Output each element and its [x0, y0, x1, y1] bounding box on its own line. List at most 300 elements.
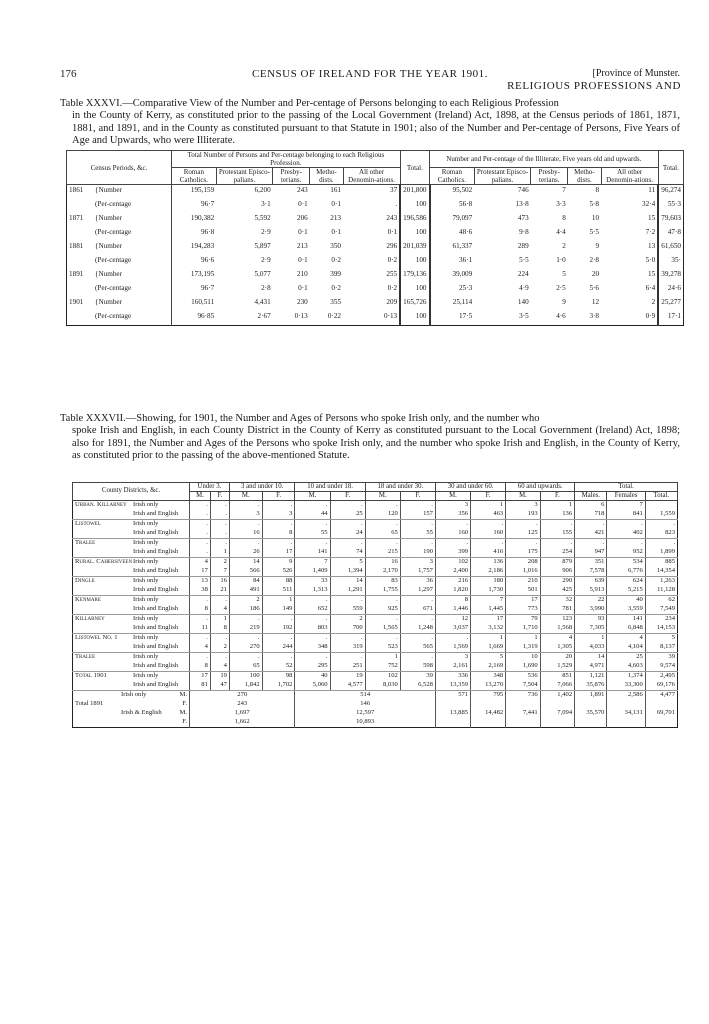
table37-cell: 491 [229, 586, 262, 596]
table37-cell: 1,016 [506, 567, 540, 577]
total1891-label [73, 709, 190, 718]
census-year: 1891 [69, 270, 84, 279]
table37-cell: . [471, 538, 506, 548]
total1891-row [73, 718, 678, 728]
total1891-label [73, 718, 190, 728]
row-label [67, 269, 172, 279]
table36-cell: 173,195 [172, 269, 217, 279]
number-label: Number [98, 186, 123, 195]
table37-cell: . [365, 595, 400, 605]
table37-cell: . [295, 595, 330, 605]
number-label: Number [98, 242, 123, 251]
table37-cell: 624 [607, 576, 645, 586]
table37-cell: 13,359 [435, 681, 470, 691]
table36-cell: 95,502 [430, 185, 475, 196]
table37-row [73, 548, 678, 558]
table37-cell: 7 [295, 557, 330, 567]
table37-cell: 523 [365, 643, 400, 653]
table37-cell: 7,549 [645, 605, 677, 615]
table37-cell: 652 [295, 605, 330, 615]
col-age-0: Under 3. [190, 483, 230, 492]
table37-cell: 14,153 [645, 624, 677, 634]
table37-cell: 55 [400, 529, 435, 539]
table36-cell: 3·5 [519, 311, 529, 320]
table37-cell: . [365, 633, 400, 643]
table36-cell: 0·13 [294, 311, 308, 320]
total1891-cell [540, 700, 574, 709]
table36-cell: 0·2 [331, 284, 342, 293]
table37-cell: 3 [506, 500, 540, 510]
table37-row [73, 624, 678, 634]
table36-cell: 3·1 [261, 200, 271, 209]
table36-cell: 4·4 [556, 228, 566, 237]
irish-english-label: Irish and English [133, 643, 179, 651]
table37-cell: 47 [210, 681, 229, 691]
table37-cell: 32 [540, 595, 574, 605]
table36-row [67, 279, 684, 297]
brace-mark: ( [95, 200, 98, 209]
table37-cell: 11,128 [645, 586, 677, 596]
table36-cell: 5 [562, 270, 566, 279]
subheader-m: M. [506, 491, 540, 500]
table37-cell: 157 [400, 510, 435, 520]
table37-cell: . [262, 652, 295, 662]
table37-cell: . [506, 538, 540, 548]
table37-cell: 1,568 [540, 624, 574, 634]
table36-cell: 201,039 [400, 241, 429, 251]
table36-cell: 25,114 [430, 297, 475, 307]
table37-cell: 4,104 [607, 643, 645, 653]
table36-row [67, 307, 684, 325]
table37-cell: 123 [540, 614, 574, 624]
table37-cell: 8,030 [365, 681, 400, 691]
table37-cell: 803 [295, 624, 330, 634]
table37-cell: . [330, 652, 365, 662]
irish-english-1891: Irish & English [121, 709, 162, 717]
total1891-cell [645, 700, 677, 709]
table37-cell: 1,291 [330, 586, 365, 596]
total1891-cell [506, 700, 540, 709]
table37-cell: 773 [506, 605, 540, 615]
total1891-cell: 13,885 [435, 709, 470, 718]
table37-row [73, 557, 678, 567]
table37-cell: 136 [471, 557, 506, 567]
row-label [67, 213, 172, 223]
table37-cell: 3 [229, 510, 262, 520]
table36-cell: 9 [595, 242, 600, 251]
table37-cell: 3 [435, 500, 470, 510]
col-age-1: 3 and under 10. [229, 483, 295, 492]
percentage-label: Per-centage [97, 228, 132, 237]
subheader-f: F. [210, 491, 229, 500]
table37-cell: 100 [229, 671, 262, 681]
irish-english-label: Irish and English [133, 567, 179, 575]
col-county-districts: County Districts, &c. [73, 483, 190, 501]
total1891-18to30: 10,893 [295, 718, 436, 728]
table37-cell: 74 [330, 548, 365, 558]
district-label [73, 605, 190, 615]
table37-cell: 2 [210, 643, 229, 653]
table36-cell: 24·6 [658, 279, 683, 297]
table37-cell: 718 [575, 510, 607, 520]
table36-cell: 746 [517, 186, 529, 195]
table37-cell: 55 [295, 529, 330, 539]
table37-row [73, 643, 678, 653]
table36-row [67, 251, 684, 269]
table37-cell: 6,776 [607, 567, 645, 577]
table37-row [73, 671, 678, 681]
total1891-cell [575, 718, 607, 728]
table37-cell: . [190, 519, 211, 529]
irish-only-label: Irish only [133, 539, 159, 547]
percentage-label: Per-centage [97, 284, 132, 293]
table37-cell: 102 [365, 671, 400, 681]
table37-cell: 526 [262, 567, 295, 577]
table36-cell: 5,077 [254, 270, 271, 279]
table36-cell: 0·2 [387, 284, 398, 293]
table37-cell: . [330, 500, 365, 510]
irish-only-label: Irish only [133, 615, 159, 623]
table37-cell: . [645, 519, 677, 529]
table37-cell: 33,300 [607, 681, 645, 691]
district-name: Tralee [75, 653, 96, 661]
table36-cell: 96·6 [172, 251, 217, 269]
table37-cell: 6,528 [400, 681, 435, 691]
table37-cell: 463 [471, 510, 506, 520]
col-ao-2: All other Denomin-ations. [601, 168, 658, 185]
table37-cell: 1,313 [295, 586, 330, 596]
table37-cell: 5 [645, 633, 677, 643]
table36-cell: 96,274 [658, 185, 683, 196]
table37-cell: . [365, 538, 400, 548]
brace-mark: { [95, 298, 99, 307]
district-label [73, 510, 190, 520]
table37-cell: 193 [506, 510, 540, 520]
table37-cell: 559 [330, 605, 365, 615]
number-label: Number [98, 298, 123, 307]
table37-cell: . [210, 510, 229, 520]
table37-cell: 25 [607, 652, 645, 662]
table37-cell: . [400, 595, 435, 605]
table37-cell: 2 [210, 557, 229, 567]
total1891-cell [575, 700, 607, 709]
table36-cell: 56·8 [430, 195, 475, 213]
census-year: 1871 [69, 214, 84, 223]
total1891-cell [435, 718, 470, 728]
irish-english-label: Irish and English [133, 624, 179, 632]
table37-cell: 781 [540, 605, 574, 615]
table37-cell: . [262, 538, 295, 548]
table36-cell: 13·8 [515, 200, 529, 209]
table37-row [73, 538, 678, 548]
table37-cell: 98 [262, 671, 295, 681]
table37-cell: 351 [575, 557, 607, 567]
table37-cell: 752 [365, 662, 400, 672]
table37-cell: 6,848 [607, 624, 645, 634]
table36-cell: 209 [386, 298, 398, 307]
table36-cell: 7 [562, 186, 566, 195]
table36-cell: 96·7 [172, 195, 217, 213]
table37-cell: 12 [435, 614, 470, 624]
mf-label: M. [179, 691, 187, 699]
table37-cell: 5,215 [607, 586, 645, 596]
table37-cell: 175 [506, 548, 540, 558]
table37-row [73, 500, 678, 510]
table37-cell: 566 [229, 567, 262, 577]
table37-cell: . [229, 614, 262, 624]
total1891-18to30: 146 [295, 700, 436, 709]
col-age-3: 18 and under 30. [365, 483, 435, 492]
table37-cell: 79 [506, 614, 540, 624]
total1891-label [73, 700, 190, 709]
col-ao: All other Denomin-ations. [343, 168, 400, 185]
table37-cell: 1,394 [330, 567, 365, 577]
total1891-row [73, 700, 678, 709]
district-name: Tralee [75, 539, 96, 547]
total1891-cell [471, 718, 506, 728]
table37-cell: . [229, 519, 262, 529]
table36-cell: 15 [647, 214, 656, 223]
total1891-18to30: 514 [295, 690, 436, 700]
table37-cell: 125 [506, 529, 540, 539]
col-pe-2: Protestant Episco-palians. [474, 168, 530, 185]
table37-cell: 4 [190, 643, 211, 653]
group-total-header: Total Number of Persons and Per-centage belonging to each Religious Profession. [172, 151, 401, 168]
table37-cell: . [540, 538, 574, 548]
irish-english-label: Irish and English [133, 605, 179, 613]
table36-cell: 47·8 [658, 223, 683, 241]
table36-cell: 0·1 [331, 200, 342, 209]
table36-cell: 255 [386, 270, 398, 279]
table37-cell: . [229, 500, 262, 510]
total1891-cell: 736 [506, 690, 540, 700]
table36-cell: 12 [591, 298, 600, 307]
table36-cell: 190,382 [172, 213, 217, 223]
subheader-m: M. [229, 491, 262, 500]
table37-cell: . [190, 652, 211, 662]
page-number: 176 [60, 68, 77, 80]
table37-cell: . [330, 538, 365, 548]
table37-cell: . [400, 652, 435, 662]
total1891-cell: 571 [435, 690, 470, 700]
table37-cell: 102 [435, 557, 470, 567]
table37-cell: . [330, 633, 365, 643]
total1891-cell: 35,570 [575, 709, 607, 718]
total1891-cell [471, 700, 506, 709]
irish-only-label: Irish only [133, 672, 159, 680]
district-label [73, 548, 190, 558]
table36-row [67, 213, 684, 223]
table37-cell: 10 [506, 652, 540, 662]
table37-cell: 1,669 [471, 643, 506, 653]
table37-cell: 402 [607, 529, 645, 539]
table37-cell: . [506, 519, 540, 529]
table36-cell: 4·9 [519, 284, 529, 293]
brace-mark: ( [95, 284, 98, 293]
table37-cell: 186 [229, 605, 262, 615]
total1891-cell: 4,477 [645, 690, 677, 700]
table37-cell: 906 [540, 567, 574, 577]
table37-cell: . [210, 538, 229, 548]
table37-cell: 4 [210, 605, 229, 615]
total1891-cell: 14,482 [471, 709, 506, 718]
district-label [73, 652, 190, 662]
table36-cell: 201,800 [400, 185, 429, 196]
table37-cell: 84 [229, 576, 262, 586]
table37-cell: 1,121 [575, 671, 607, 681]
table37-cell: 65 [365, 529, 400, 539]
table37-cell: 24 [330, 529, 365, 539]
table36-row [67, 185, 684, 196]
table37-cell: . [295, 614, 330, 624]
section-subtitle: RELIGIOUS PROFESSIONS AND [507, 80, 681, 92]
table37-cell: 4,577 [330, 681, 365, 691]
table36-cell: 196,586 [400, 213, 429, 223]
table37-cell: 136 [540, 510, 574, 520]
table36-cell: 0·22 [327, 311, 342, 320]
col-rc-2: Roman Catholics. [430, 168, 475, 185]
table37-cell: 1,374 [607, 671, 645, 681]
table37-cell: 2,169 [471, 662, 506, 672]
table37-cell: 20 [540, 652, 574, 662]
table37-cell: 1,248 [400, 624, 435, 634]
district-label [73, 519, 190, 529]
subheader-m: M. [365, 491, 400, 500]
brace-mark: { [95, 186, 99, 195]
table36-cell: 473 [517, 214, 529, 223]
col-pr-2: Presby-terians. [531, 168, 568, 185]
table36-cell: 0·1 [298, 284, 308, 293]
table37-cell: 216 [435, 576, 470, 586]
subheader-males: Males. [575, 491, 607, 500]
table37-cell: . [262, 614, 295, 624]
table37-cell: 14 [229, 557, 262, 567]
table37-cell: 16 [365, 557, 400, 567]
col-total: Total. [575, 483, 678, 492]
table37-cell: . [295, 500, 330, 510]
table37-cell: . [435, 519, 470, 529]
table37-cell: 1 [506, 633, 540, 643]
total1891-under18: 243 [190, 700, 295, 709]
subheader-m: M. [435, 491, 470, 500]
table37-cell: 36 [400, 576, 435, 586]
table37-cell: 14,354 [645, 567, 677, 577]
table37-cell: 208 [506, 557, 540, 567]
table37-cell: 1,710 [506, 624, 540, 634]
table36-cell: 0·2 [387, 256, 398, 265]
table37-cell: 565 [400, 643, 435, 653]
table37-cell: 1 [262, 595, 295, 605]
table37-cell: 7 [210, 567, 229, 577]
table37-cell: 4,971 [575, 662, 607, 672]
district-label [73, 557, 190, 567]
table37-cell: 7,305 [575, 624, 607, 634]
total1891-cell: 69,701 [645, 709, 677, 718]
table37-cell: 319 [330, 643, 365, 653]
col-pe: Protestant Episco-palians. [216, 168, 272, 185]
percentage-label: Per-centage [97, 200, 132, 209]
table37-cell: 3 [262, 510, 295, 520]
table37-row [73, 567, 678, 577]
table37-row [73, 681, 678, 691]
district-label [73, 567, 190, 577]
table37-cell: . [435, 538, 470, 548]
table37-cell: 251 [330, 662, 365, 672]
number-label: Number [98, 270, 123, 279]
table36-cell: 11 [648, 186, 656, 195]
table37-cell: 290 [540, 576, 574, 586]
table36-cell: 206 [296, 214, 308, 223]
brace-mark: ( [95, 311, 98, 320]
table37-cell: . [400, 519, 435, 529]
table37-cell: 39 [400, 671, 435, 681]
table36-cell: 36·1 [430, 251, 475, 269]
table37-caption [60, 413, 680, 463]
table37-cell: . [190, 614, 211, 624]
table37-cell: . [400, 538, 435, 548]
table36-caption-main: Table XXXVI.—Comparative View of the Number and Per-centage of Persons belonging to each Religious Profession [60, 98, 559, 109]
district-name: Killarney [75, 615, 105, 623]
group-illiterate-header: Number and Per-centage of the Illiterate, Five years old and upwards. [430, 151, 659, 168]
row-label [67, 307, 172, 325]
table37-cell: 13,270 [471, 681, 506, 691]
subheader-m: M. [190, 491, 211, 500]
table37-cell: 16 [229, 529, 262, 539]
table37-cell: . [330, 595, 365, 605]
table37-cell: 2 [229, 595, 262, 605]
table36-cell: 15 [647, 270, 656, 279]
total1891-cell [540, 718, 574, 728]
district-label [73, 671, 190, 681]
table37-cell: 671 [400, 605, 435, 615]
table37-cell: . [295, 652, 330, 662]
table37-cell: 3,990 [575, 605, 607, 615]
table37-cell: . [262, 519, 295, 529]
table37-row [73, 519, 678, 529]
total1891-cell [506, 718, 540, 728]
table37-cell: 536 [506, 671, 540, 681]
table37-cell: 2,400 [435, 567, 470, 577]
table37-row [73, 586, 678, 596]
col-me-2: Metho-dists. [568, 168, 601, 185]
table37-cell: . [400, 633, 435, 643]
col-age-2: 10 and under 18. [295, 483, 365, 492]
table37 [72, 482, 678, 728]
table37-row [73, 614, 678, 624]
table36-cell: 100 [400, 223, 429, 241]
total1891-cell [435, 700, 470, 709]
table36-row [67, 195, 684, 213]
table37-cell: 2,186 [471, 567, 506, 577]
table37-cell: 336 [435, 671, 470, 681]
table36-cell: 25,277 [658, 297, 683, 307]
table37-cell: 16 [210, 576, 229, 586]
table36-caption [60, 98, 680, 148]
table37-cell: . [229, 652, 262, 662]
table36-cell: 25·3 [430, 279, 475, 297]
table37-cell: . [229, 538, 262, 548]
table37-cell: 1,446 [435, 605, 470, 615]
percentage-label: Per-centage [97, 256, 132, 265]
table36-cell: 0·1 [387, 228, 398, 237]
irish-only-label: Irish only [133, 596, 159, 604]
table36-cell: 2 [651, 298, 656, 307]
table37-cell: 1 [540, 500, 574, 510]
table36-cell: 5·6 [589, 284, 600, 293]
table36-cell: 39,278 [658, 269, 683, 279]
table37-cell: . [330, 519, 365, 529]
table37-cell: 17 [262, 548, 295, 558]
